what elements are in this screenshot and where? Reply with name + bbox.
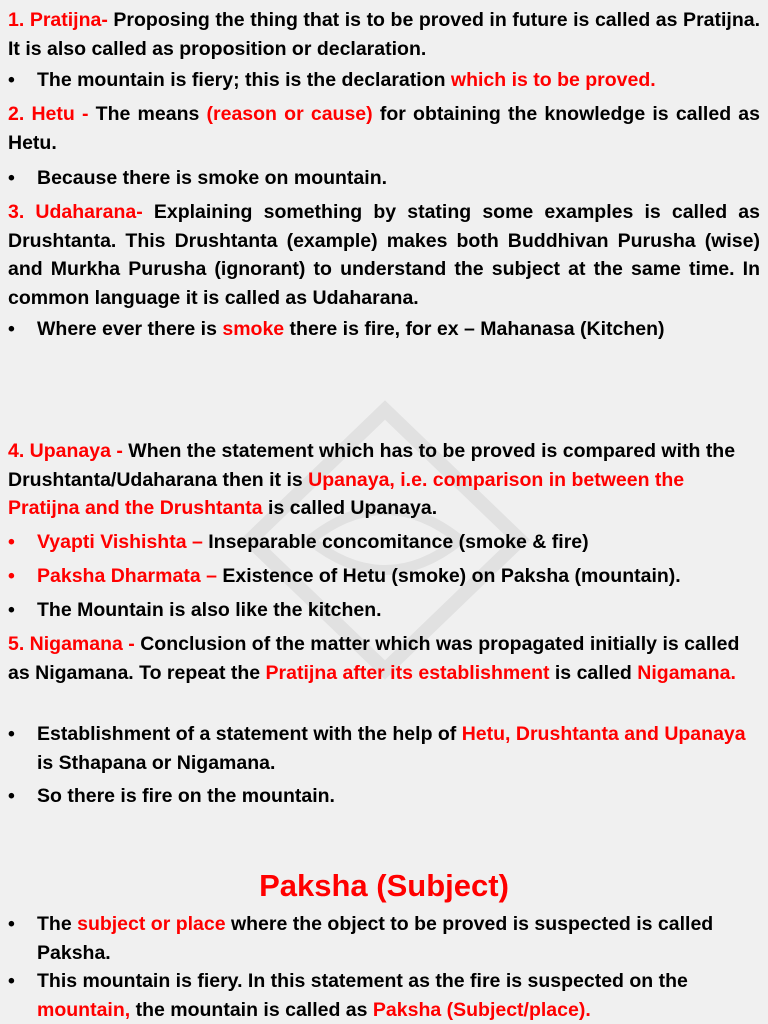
paksha-dharmata-text: Existence of Hetu (smoke) on Paksha (mountain). [216,565,681,587]
nigamana-bullet-text-2: is Sthapana or Nigamana. [37,751,276,774]
udaharana-paragraph [8,198,760,312]
upanaya-bullet-1 [8,528,760,557]
bullet-dot: • [8,531,15,553]
nigamana-label: 5. Nigamana - [8,633,135,655]
paksha-heading: Paksha (Subject) [259,868,509,903]
pratijna-paragraph [8,6,760,63]
bullet-dot: • [8,565,15,587]
mountain-kitchen-text: The Mountain is also like the kitchen. [37,599,382,621]
hetu-text-red: (reason or cause) [206,103,373,125]
bullet-dot: • [8,599,15,621]
udaharana-bullet-red: smoke [222,318,285,340]
vyapti-text: Inseparable concomitance (smoke & fire) [202,531,589,553]
bullet-dot: • [8,970,15,992]
nigamana-bullet-text-1: Establishment of a statement with the help of [37,723,462,745]
hetu-label: 2. Hetu - [8,103,89,125]
paksha-b1-text-1: The [37,913,78,935]
bullet-dot: • [8,913,15,935]
udaharana-bullet [8,315,760,344]
udaharana-label: 3. Udaharana- [8,201,143,223]
hetu-text-1: The means [88,103,207,125]
udaharana-bullet-text-1: Where ever there is [37,318,223,340]
pratijna-bullet-red: which is to be proved. [450,69,656,91]
nigamana-bullet-1 [8,720,760,777]
nigamana-bullet-red: Hetu, Drushtanta and Upanaya [461,723,746,745]
nigamana-text-red-2: Nigamana. [637,661,736,684]
nigamana-text-1: Conclusion of the matter which was propagated initially is called as Nigamana. To repeat the [8,633,740,684]
vyapti-label: Vyapti Vishishta – [37,531,203,553]
upanaya-bullet-3 [8,596,760,625]
paksha-b2-red-2: Paksha (Subject/place). [372,998,591,1021]
nigamana-paragraph [8,630,760,687]
bullet-dot: • [8,785,15,807]
hetu-text-2: for obtaining the knowledge is called as Hetu. [8,103,760,154]
hetu-bullet [8,164,760,193]
upanaya-text-2: is called Upanaya. [262,497,438,519]
bullet-dot: • [8,167,15,189]
paksha-bullet-2 [8,967,760,1024]
paksha-b2-text-1: This mountain is fiery. In this statement as the fire is suspected on the [37,970,688,992]
upanaya-paragraph [8,437,760,523]
upanaya-label: 4. Upanaya - [8,440,123,462]
nigamana-text-2: is called [549,661,638,684]
nigamana-bullet-2 [8,782,760,811]
bullet-dot: • [8,318,15,340]
paksha-dharmata-label: Paksha Dharmata – [37,565,217,587]
pratijna-bullet-text: The mountain is fiery; this is the declaration [37,69,451,91]
pratijna-label: 1. Pratijna- [8,9,108,31]
fire-on-mountain-text: So there is fire on the mountain. [37,785,335,807]
paksha-b2-red: mountain, [37,998,131,1021]
nigamana-text-red: Pratijna after its establishment [265,661,550,684]
hetu-bullet-text: Because there is smoke on mountain. [37,167,388,189]
pratijna-bullet [8,66,760,95]
paksha-b1-red: subject or place [77,913,226,935]
pratijna-text: Proposing the thing that is to be proved in future is called as Pratijna. It is also called as proposition or declaration. [8,9,761,60]
upanaya-bullet-2 [8,562,760,591]
udaharana-bullet-text-2: there is fire, for ex – Mahanasa (Kitchen) [284,318,665,340]
upanaya-text-red: Upanaya, i.e. comparison in between the Pratijna and the Drushtanta [8,468,685,519]
bullet-dot: • [8,69,15,91]
bullet-dot: • [8,723,15,745]
udaharana-text: Explaining something by stating some examples is called as Drushtanta. This Drushtanta (example) makes both Buddhivan Purusha (wise) and Murkha Purusha (ignorant) to understand the subject at the same time. In common language it is called as Udaharana. [8,201,760,309]
paksha-bullet-1 [8,910,760,967]
hetu-paragraph [8,100,760,157]
paksha-b1-text-2: where the object to be proved is suspected is called Paksha. [37,913,714,964]
upanaya-text-1: When the statement which has to be proved is compared with the Drushtanta/Udaharana then it is [8,440,736,491]
paksha-b2-text-2: the mountain is called as [130,998,373,1021]
